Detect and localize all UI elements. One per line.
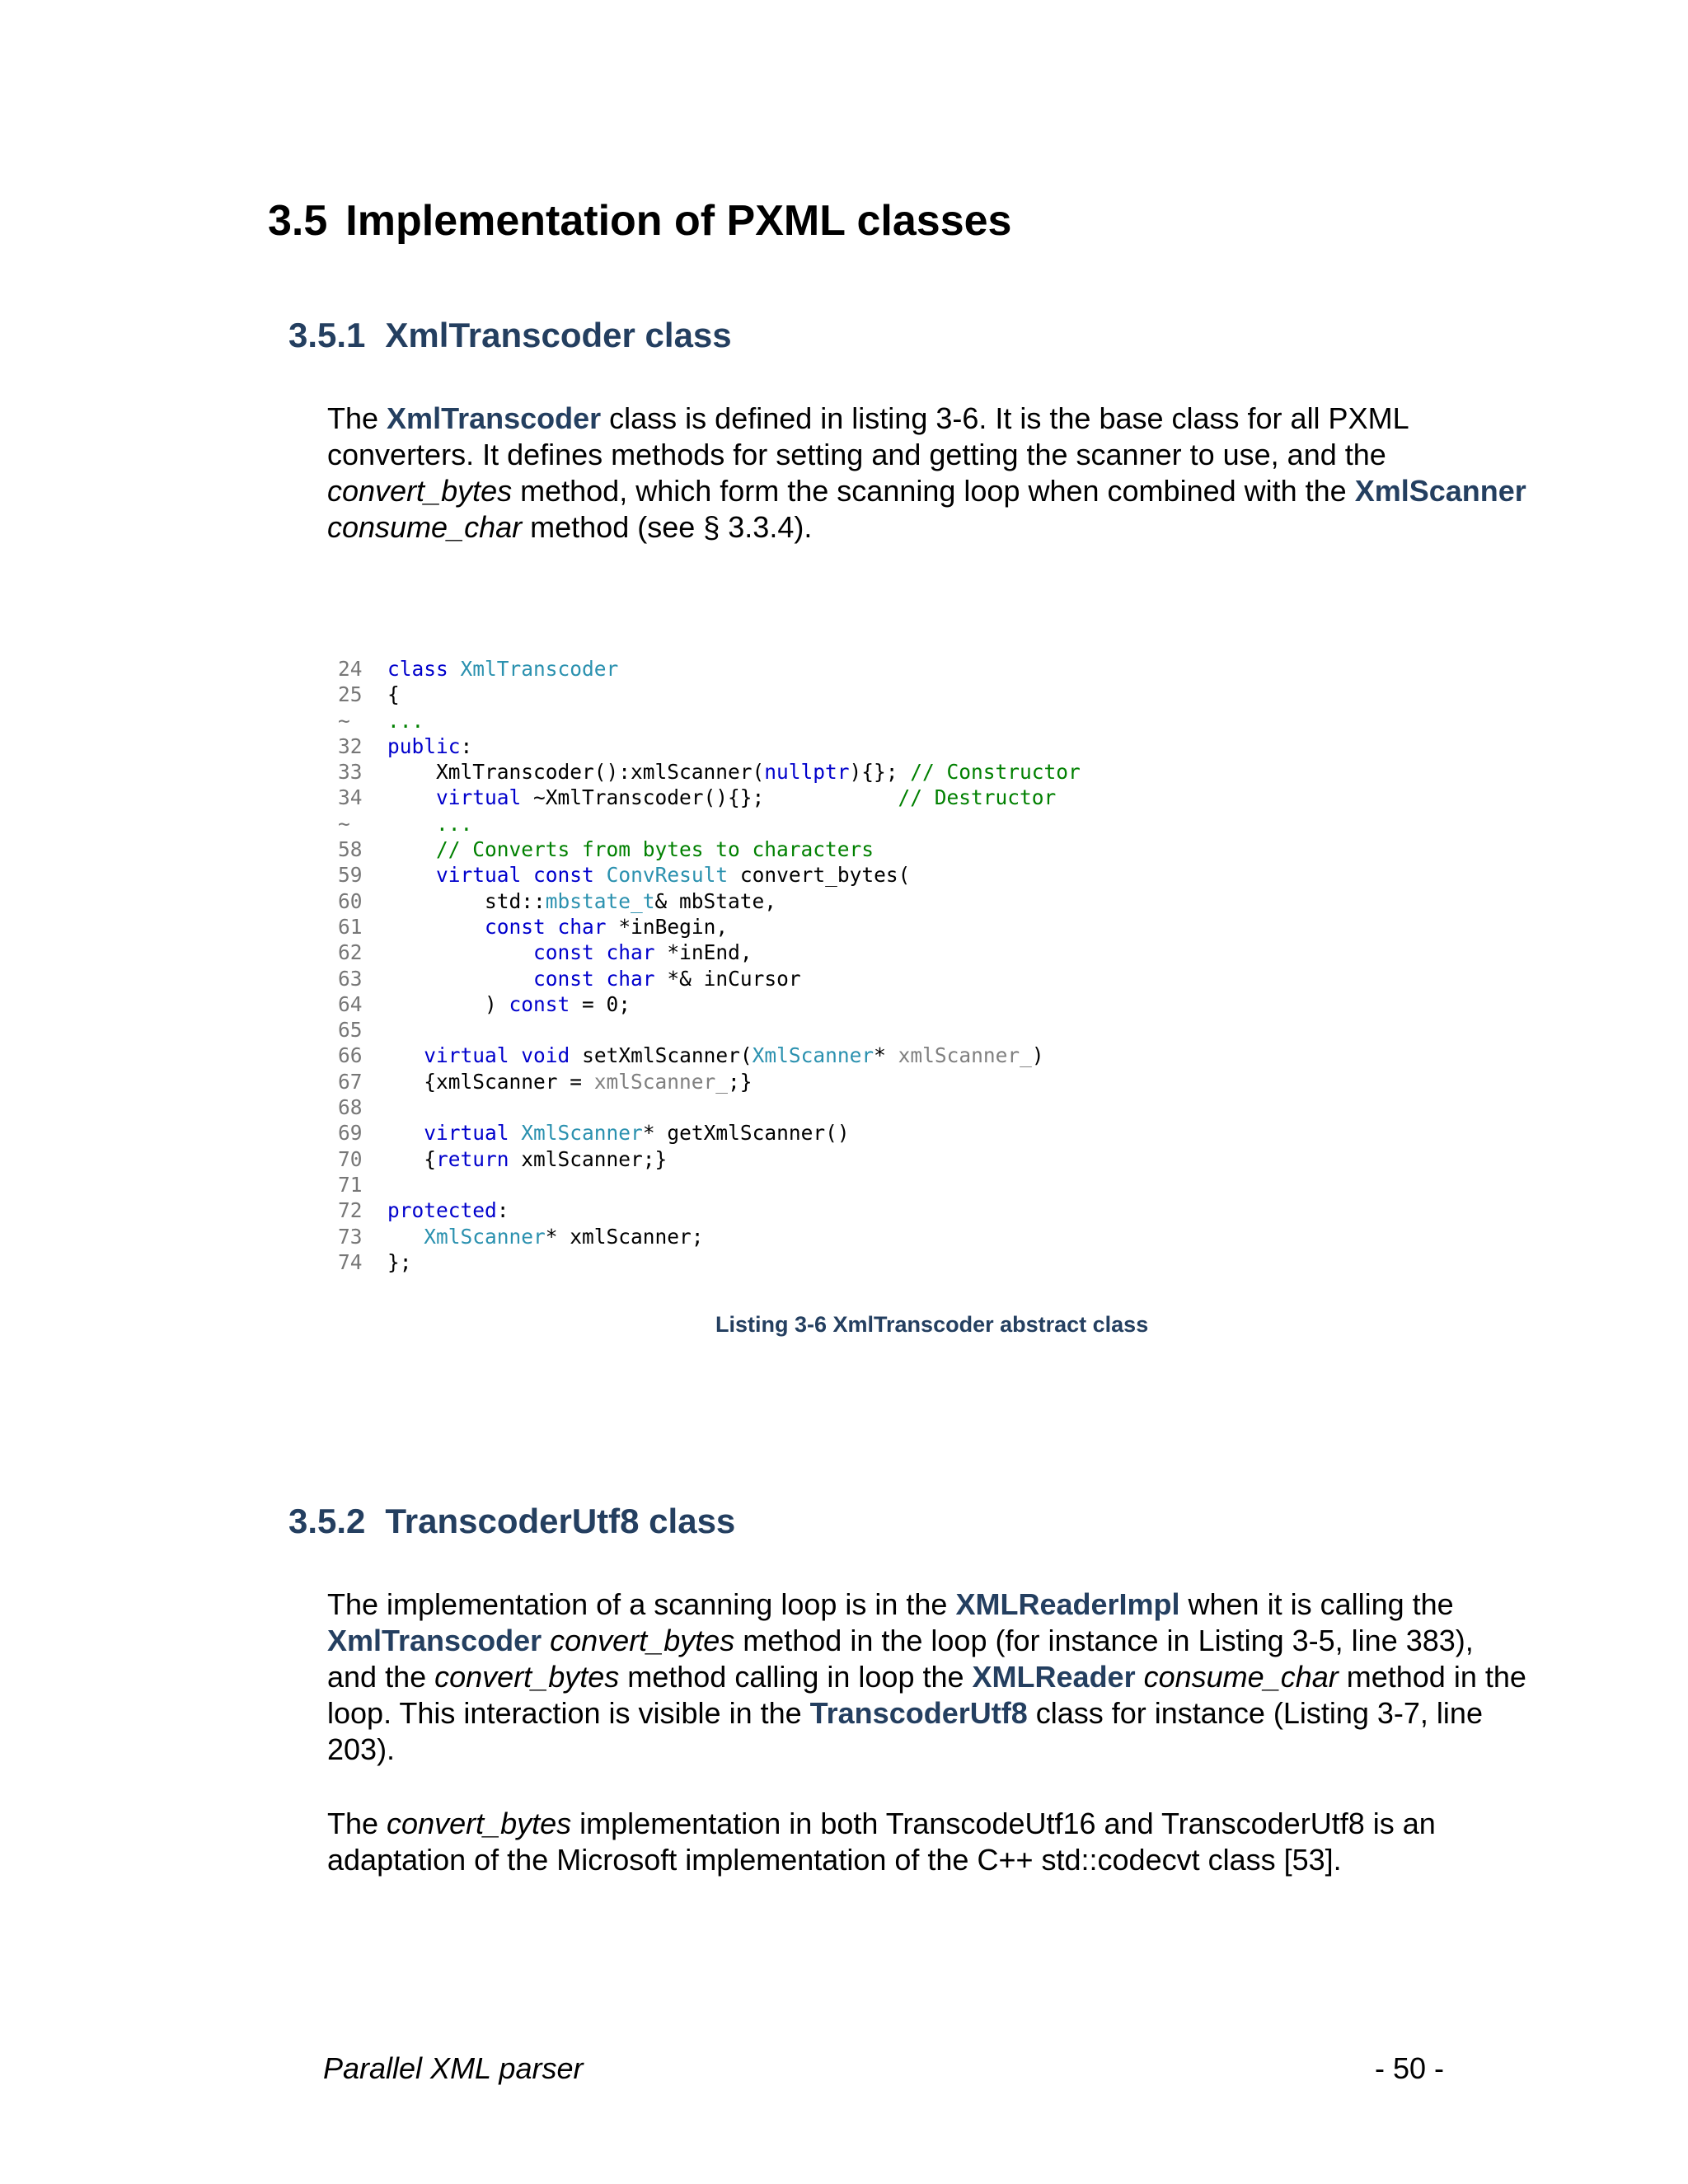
code-token: *& inCursor [654, 966, 801, 991]
text: The [327, 401, 387, 435]
line-number: 73 [338, 1224, 363, 1249]
line-number: 32 [338, 733, 363, 758]
code-token: ... [387, 708, 424, 733]
line-number: 59 [338, 863, 363, 888]
code-line [338, 1043, 1044, 1067]
method-name: convert_bytes [327, 474, 513, 508]
code-token: const [533, 940, 594, 965]
text: implementation in both TranscodeUtf16 and TranscoderUtf8 is an adaptation of the Microsoft implementation of the C++ std::codecvt class [53]. [327, 1807, 1436, 1877]
code-token [546, 915, 558, 939]
text: method in the loop. This interaction is visible in the [327, 1660, 1526, 1730]
code-token: nullptr [764, 760, 850, 785]
code-token: mbstate_t [545, 888, 655, 913]
subsection-title-1: XmlTranscoder class [385, 316, 732, 354]
section-number: 3.5 [268, 197, 328, 245]
class-name: XmlScanner [1354, 474, 1526, 508]
code-token: char [606, 966, 655, 991]
line-number: 62 [338, 940, 363, 965]
line-number: 72 [338, 1198, 363, 1223]
line-number: 24 [338, 657, 363, 681]
code-token: ) [387, 991, 509, 1016]
text: method (see § 3.3.4). [522, 510, 813, 544]
code-token: {xmlScanner = [387, 1069, 594, 1094]
line-number: 71 [338, 1172, 363, 1197]
code-token: XmlTranscoder():xmlScanner( [387, 760, 765, 785]
code-token: *inBegin, [606, 914, 729, 939]
code-token [387, 1043, 424, 1067]
code-line [338, 1018, 387, 1042]
code-token: XmlScanner [752, 1043, 874, 1068]
listing-caption: Listing 3-6 XmlTranscoder abstract class [715, 1312, 1149, 1337]
code-token: ... [387, 811, 473, 836]
line-number: 61 [338, 914, 363, 939]
code-token [521, 863, 533, 887]
line-number: 33 [338, 760, 363, 785]
text: method, which form the scanning loop when combined with the [512, 474, 1355, 508]
code-line [338, 1070, 753, 1094]
code-listing [338, 656, 1081, 1275]
subsection-number-1: 3.5.1 [288, 316, 366, 354]
class-name: XmlTranscoder [387, 401, 602, 435]
code-token: const [485, 914, 546, 939]
code-line [338, 915, 728, 939]
text [1136, 1660, 1144, 1694]
code-token: virtual [424, 1121, 509, 1146]
code-token: virtual [436, 785, 522, 810]
code-token: char [557, 914, 607, 939]
code-token: { [387, 682, 400, 707]
method-name: consume_char [1143, 1660, 1339, 1694]
code-line [338, 760, 1081, 784]
line-number: 25 [338, 682, 363, 707]
line-number: 64 [338, 991, 363, 1016]
text: The [327, 1807, 387, 1840]
text [542, 1624, 550, 1657]
code-line [338, 967, 801, 991]
code-token: return [436, 1146, 509, 1171]
code-comment: // Converts from bytes to characters [387, 837, 874, 862]
subsection-number-2: 3.5.2 [288, 1502, 366, 1540]
code-line [338, 785, 1056, 809]
subsection-heading-2 [288, 1502, 735, 1541]
code-token: * xmlScanner; [545, 1224, 704, 1249]
code-token: = 0; [570, 991, 631, 1016]
line-number: ~ [338, 708, 350, 733]
code-token: XmlScanner [521, 1121, 643, 1146]
method-name: convert_bytes [550, 1624, 735, 1657]
class-name: XMLReaderImpl [955, 1587, 1180, 1621]
line-number: 67 [338, 1069, 363, 1094]
code-token [387, 863, 436, 887]
code-token: class [387, 657, 448, 681]
code-token [387, 1225, 424, 1249]
code-token [387, 940, 533, 964]
text: method calling in loop the [619, 1660, 973, 1694]
code-token: XmlScanner [424, 1224, 546, 1249]
code-token: XmlTranscoder [460, 657, 619, 681]
code-token [387, 1121, 424, 1145]
code-token: std:: [387, 888, 546, 913]
code-token: public [387, 733, 461, 758]
code-line [338, 940, 753, 964]
code-line [338, 1095, 387, 1119]
code-token [509, 1043, 522, 1067]
code-token: virtual [436, 863, 522, 888]
code-line [338, 1250, 412, 1274]
code-token [594, 967, 607, 991]
code-token: : [460, 733, 473, 758]
code-token: *inEnd, [654, 940, 753, 965]
code-token [387, 967, 533, 991]
code-line [338, 812, 472, 836]
line-number: ~ [338, 811, 350, 836]
subsection-title-2: TranscoderUtf8 class [385, 1502, 736, 1540]
code-comment: // Destructor [898, 785, 1057, 810]
code-line [338, 889, 776, 913]
code-token [387, 915, 485, 939]
code-line [338, 863, 910, 887]
code-token: const [509, 991, 570, 1016]
code-token [448, 657, 461, 681]
code-token: ) [1031, 1043, 1044, 1068]
line-number: 68 [338, 1095, 363, 1120]
code-token: { [387, 1146, 437, 1171]
line-number: 69 [338, 1121, 363, 1146]
text: when it is calling the [1179, 1587, 1454, 1621]
code-token [594, 940, 607, 964]
code-token: xmlScanner_ [898, 1043, 1032, 1068]
code-line [338, 1225, 704, 1249]
line-number: 60 [338, 888, 363, 913]
code-line [338, 1198, 509, 1222]
code-token: ~XmlTranscoder(){}; [521, 785, 898, 810]
code-token: const [533, 966, 594, 991]
code-token: ;} [728, 1069, 753, 1094]
code-line [338, 1121, 850, 1145]
code-token: * getXmlScanner() [642, 1121, 850, 1146]
text: The implementation of a scanning loop is in the [327, 1587, 956, 1621]
code-line [338, 1173, 387, 1197]
code-token [594, 863, 607, 887]
code-line [338, 1147, 667, 1171]
code-token: * [874, 1043, 898, 1068]
code-token: virtual [424, 1043, 509, 1068]
code-token: xmlScanner_ [593, 1069, 729, 1094]
line-number: 66 [338, 1043, 363, 1068]
paragraph-3 [327, 1806, 1531, 1878]
code-line [338, 992, 631, 1016]
text: method in the loop (for instance in Listing 3-5, line 383), and the [327, 1624, 1474, 1694]
line-number: 74 [338, 1249, 363, 1274]
subsection-heading-1 [288, 316, 732, 355]
code-token: & mbState, [654, 888, 777, 913]
class-name: XmlTranscoder [327, 1624, 542, 1657]
paragraph-1 [327, 401, 1531, 546]
method-name: consume_char [327, 510, 523, 544]
footer-title: Parallel XML parser [323, 2051, 584, 2085]
line-number: 63 [338, 966, 363, 991]
class-name: XMLReader [972, 1660, 1136, 1694]
code-token: ConvResult [606, 863, 729, 888]
page-number: - 50 - [1375, 2051, 1445, 2085]
method-name: convert_bytes [434, 1660, 620, 1694]
code-token: : [496, 1198, 509, 1223]
code-token: void [521, 1043, 570, 1068]
line-number: 34 [338, 785, 363, 810]
text: class for instance (Listing 3-7, line 203). [327, 1696, 1483, 1766]
code-token: char [606, 940, 655, 965]
code-line [338, 837, 874, 861]
code-line [338, 682, 400, 706]
paragraph-2 [327, 1586, 1531, 1768]
line-number: 65 [338, 1018, 363, 1043]
method-name: convert_bytes [387, 1807, 572, 1840]
section-title: Implementation of PXML classes [345, 197, 1012, 245]
code-token [509, 1121, 522, 1145]
code-token: convert_bytes( [728, 863, 911, 888]
code-comment: // Constructor [910, 760, 1081, 785]
section-heading [268, 196, 1011, 246]
line-number: 58 [338, 837, 363, 862]
code-line [338, 709, 424, 733]
text: class is defined in listing 3-6. It is the base class for all PXML converters. It defines methods for setting and getting the scanner to use, and the [327, 401, 1409, 471]
code-token: setXmlScanner( [570, 1043, 753, 1068]
code-line [338, 734, 472, 758]
code-token: }; [387, 1249, 412, 1274]
line-number: 70 [338, 1146, 363, 1171]
class-name: TranscoderUtf8 [809, 1696, 1028, 1730]
code-token: ){}; [849, 760, 911, 785]
code-token: xmlScanner;} [509, 1146, 668, 1171]
code-line [338, 657, 618, 681]
code-token: protected [387, 1198, 497, 1223]
code-token: const [533, 863, 594, 888]
code-token [387, 785, 436, 809]
